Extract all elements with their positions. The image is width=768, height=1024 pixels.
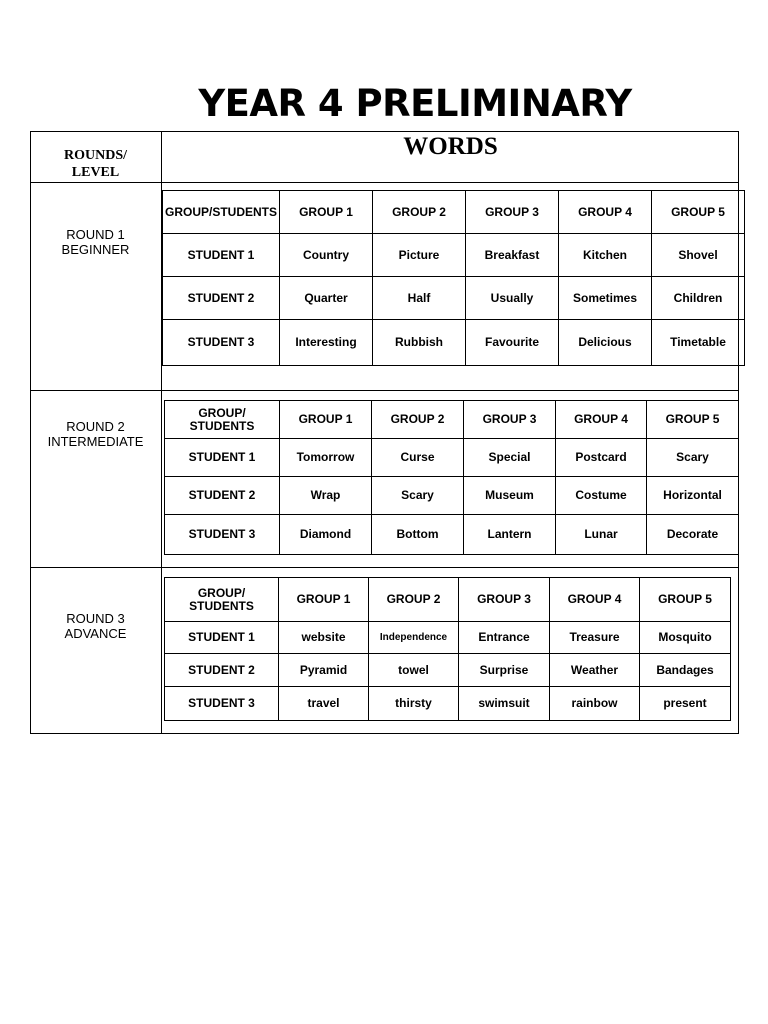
column-header: GROUP 5 [647,401,739,439]
row-header: STUDENT 1 [165,622,279,654]
table-header-row [165,578,731,622]
round-label-3: ROUND 3 ADVANCE [64,611,127,641]
row-header: STUDENT 3 [165,515,280,555]
column-header: GROUP 2 [372,401,464,439]
word-cell: Breakfast [466,234,559,277]
row-header: STUDENT 2 [163,277,280,320]
round-divider-2 [30,567,739,568]
word-cell: Special [464,439,556,477]
word-cell: Tomorrow [280,439,372,477]
table-row [163,234,745,277]
word-cell: Delicious [559,320,652,366]
word-cell: Kitchen [559,234,652,277]
table-row [165,515,739,555]
table-row [165,477,739,515]
word-cell: Lantern [464,515,556,555]
word-cell: Timetable [652,320,745,366]
header-rounds-text: ROUNDS/ LEVEL [63,148,127,180]
word-cell: Lunar [556,515,647,555]
word-cell: Pyramid [279,654,369,687]
row-header: STUDENT 2 [165,654,279,687]
row-header: STUDENT 1 [165,439,280,477]
word-cell: website [279,622,369,654]
column-header: GROUP/ STUDENTS [165,578,279,622]
word-cell: Entrance [459,622,550,654]
column-header: GROUP 5 [652,191,745,234]
column-header: GROUP 3 [459,578,550,622]
word-cell: Quarter [280,277,373,320]
round-2-table [164,400,739,555]
word-cell: Scary [372,477,464,515]
table-row [165,439,739,477]
word-cell: Rubbish [373,320,466,366]
word-cell: Picture [373,234,466,277]
column-header: GROUP 5 [640,578,731,622]
word-cell: Independence [369,622,459,654]
word-cell: Mosquito [640,622,731,654]
header-rounds-level [30,147,161,181]
word-cell: Country [280,234,373,277]
word-cell: present [640,687,731,721]
word-cell: Interesting [280,320,373,366]
row-header: STUDENT 1 [163,234,280,277]
round-3-table [164,577,731,721]
word-cell: Bandages [640,654,731,687]
table-row [163,277,745,320]
word-cell: Sometimes [559,277,652,320]
column-header: GROUP 4 [556,401,647,439]
row-header: STUDENT 3 [163,320,280,366]
word-cell: Diamond [280,515,372,555]
column-header: GROUP 2 [373,191,466,234]
page-title: YEAR 4 PRELIMINARY [198,82,632,125]
word-cell: Scary [647,439,739,477]
word-cell: Postcard [556,439,647,477]
round-1-table [162,190,745,366]
round-label-2: ROUND 2 INTERMEDIATE [47,419,144,449]
word-cell: Horizontal [647,477,739,515]
round-label-1: ROUND 1 BEGINNER [61,227,130,257]
word-cell: Usually [466,277,559,320]
column-header: GROUP 3 [464,401,556,439]
word-cell: Children [652,277,745,320]
column-header: GROUP 3 [466,191,559,234]
word-cell: Half [373,277,466,320]
word-cell: Museum [464,477,556,515]
word-cell: Costume [556,477,647,515]
word-cell: Weather [550,654,640,687]
column-header: GROUP 2 [369,578,459,622]
table-header-row [163,191,745,234]
word-cell: Favourite [466,320,559,366]
round-divider-1 [30,390,739,391]
word-cell: Curse [372,439,464,477]
table-row [165,687,731,721]
column-header: GROUP 4 [559,191,652,234]
table-row [165,622,731,654]
word-cell: swimsuit [459,687,550,721]
header-divider [30,182,739,183]
word-cell: Treasure [550,622,640,654]
row-header: STUDENT 2 [165,477,280,515]
row-header: STUDENT 3 [165,687,279,721]
word-cell: Wrap [280,477,372,515]
word-cell: Surprise [459,654,550,687]
column-header: GROUP/STUDENTS [163,191,280,234]
table-header-row [165,401,739,439]
word-cell: rainbow [550,687,640,721]
word-cell: travel [279,687,369,721]
word-cell: Decorate [647,515,739,555]
column-header: GROUP 1 [280,401,372,439]
word-cell: Bottom [372,515,464,555]
table-row [163,320,745,366]
table-row [165,654,731,687]
word-cell: thirsty [369,687,459,721]
column-header: GROUP 1 [280,191,373,234]
word-cell: towel [369,654,459,687]
word-cell: Shovel [652,234,745,277]
column-header: GROUP 4 [550,578,640,622]
column-header: GROUP 1 [279,578,369,622]
column-header: GROUP/ STUDENTS [165,401,280,439]
header-words: WORDS [403,133,498,160]
